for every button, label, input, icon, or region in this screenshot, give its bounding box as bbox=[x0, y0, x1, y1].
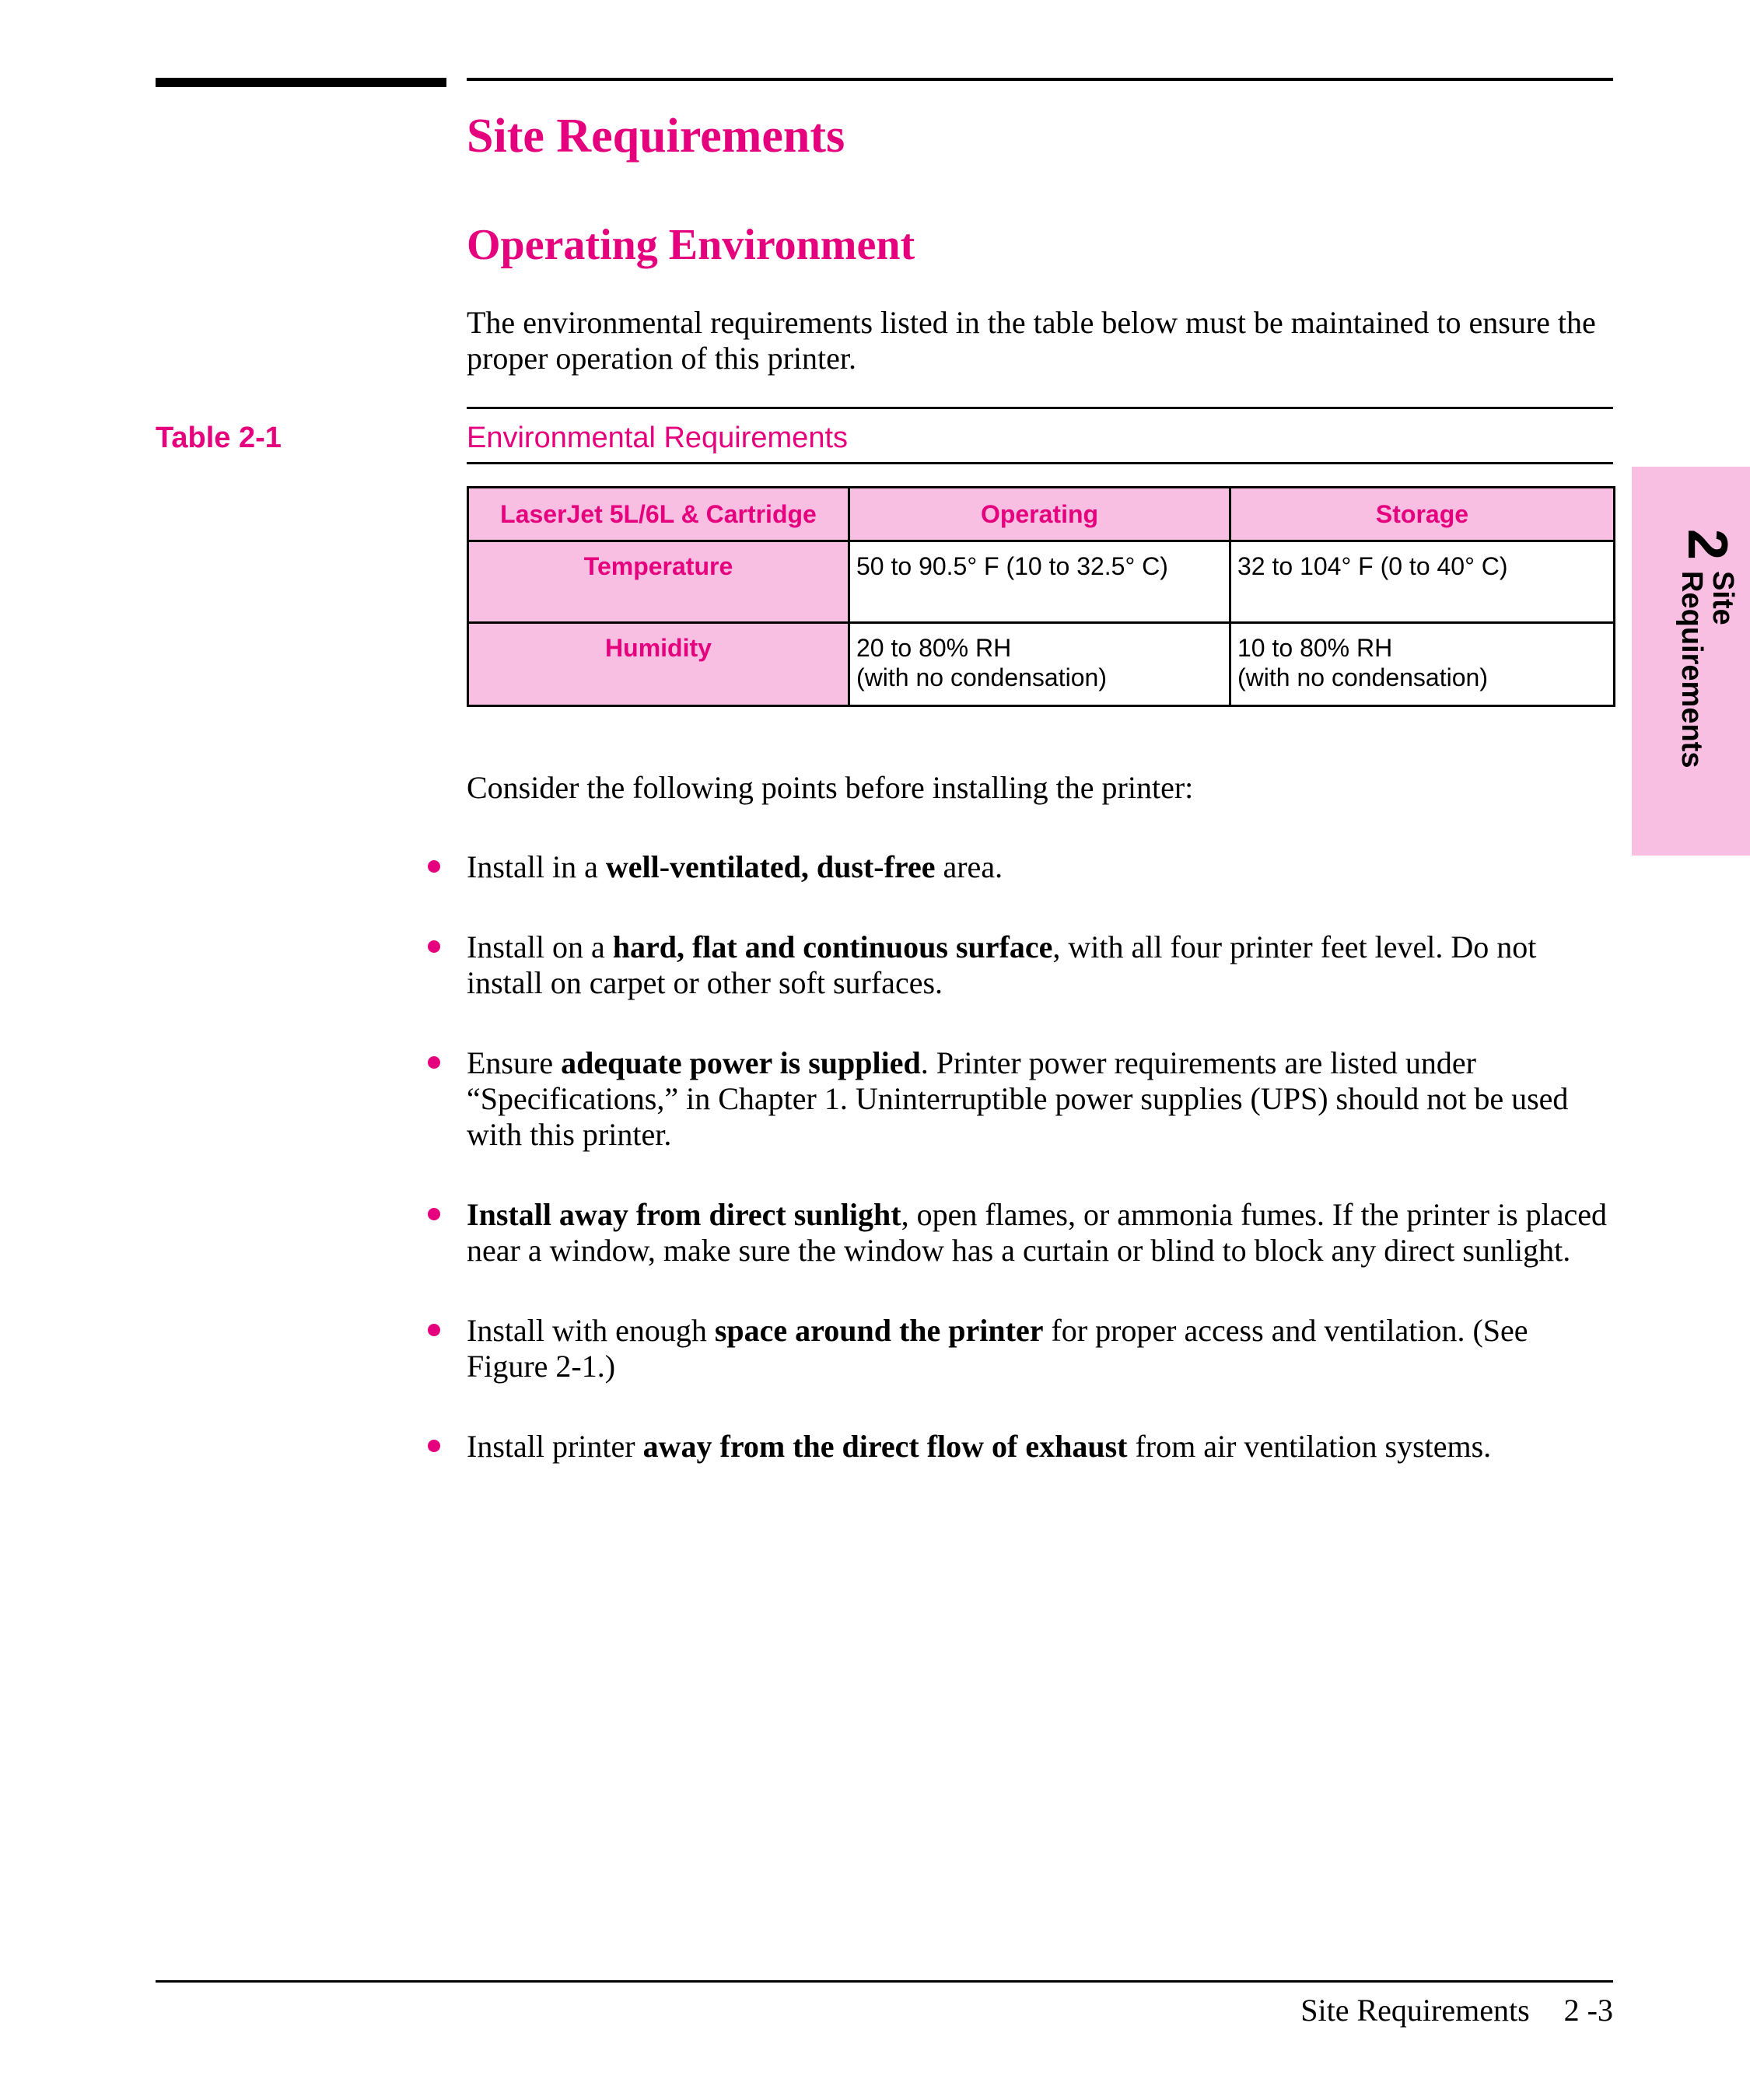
table-header-row bbox=[468, 488, 1615, 541]
footer-section: Site Requirements bbox=[1300, 1993, 1530, 2028]
bullet-icon bbox=[428, 1208, 440, 1220]
cell-temperature-storage: 32 to 104° F (0 to 40° C) bbox=[1230, 541, 1615, 623]
bullet-icon bbox=[428, 1440, 440, 1452]
bullet-icon bbox=[428, 940, 440, 953]
cell-humidity-storage: 10 to 80% RH (with no condensation) bbox=[1230, 623, 1615, 706]
table-number: Table 2-1 bbox=[156, 422, 282, 454]
table-caption-rule-bottom bbox=[467, 462, 1613, 464]
bullet-icon bbox=[428, 1056, 440, 1069]
page-footer bbox=[1300, 1993, 1613, 2028]
header-rule bbox=[467, 78, 1613, 81]
header-thick-rule bbox=[156, 78, 446, 87]
list-item: Install with enough space around the printer for proper access and ventilation. (See Figure 2-1.) bbox=[420, 1313, 1613, 1384]
page-number: 2 -3 bbox=[1563, 1993, 1613, 2028]
column-header-operating: Operating bbox=[849, 488, 1230, 541]
table-row bbox=[468, 541, 1615, 623]
table-caption-rule-top bbox=[467, 407, 1613, 409]
cell-temperature-operating: 50 to 90.5° F (10 to 32.5° C) bbox=[849, 541, 1230, 623]
column-header-storage: Storage bbox=[1230, 488, 1615, 541]
section-heading: Operating Environment bbox=[467, 221, 915, 269]
list-item: Install away from direct sunlight, open flames, or ammonia fumes. If the printer is placed near a window, make sure the window has a curtain or blind to block any direct sunlight. bbox=[420, 1197, 1613, 1269]
chapter-number: 2 bbox=[1676, 529, 1738, 561]
intro-paragraph: The environmental requirements listed in the table below must be maintained to ensure the proper operation of this printer. bbox=[467, 305, 1596, 376]
bullet-icon bbox=[428, 1324, 440, 1336]
bullet-icon bbox=[428, 860, 440, 873]
column-header-model: LaserJet 5L/6L & Cartridge bbox=[468, 488, 849, 541]
list-item: Ensure adequate power is supplied. Printer power requirements are listed under “Specifications,” in Chapter 1. Uninterruptible power supplies (UPS) should not be used with this printer. bbox=[420, 1045, 1613, 1153]
row-label-humidity: Humidity bbox=[468, 623, 849, 706]
chapter-name: Site Requirements bbox=[1675, 571, 1739, 768]
list-item: Install printer away from the direct flow of exhaust from air ventilation systems. bbox=[420, 1429, 1613, 1465]
table-row bbox=[468, 623, 1615, 706]
row-label-temperature: Temperature bbox=[468, 541, 849, 623]
cell-humidity-operating: 20 to 80% RH (with no condensation) bbox=[849, 623, 1230, 706]
installation-points-list bbox=[420, 849, 1613, 1465]
list-item: Install on a hard, flat and continuous surface, with all four printer feet level. Do not install on carpet or other soft surfaces. bbox=[420, 929, 1613, 1001]
page-title: Site Requirements bbox=[467, 110, 845, 163]
table-caption: Environmental Requirements bbox=[467, 422, 849, 454]
list-item: Install in a well-ventilated, dust-free area. bbox=[420, 849, 1613, 885]
consider-paragraph: Consider the following points before installing the printer: bbox=[467, 770, 1194, 805]
environmental-requirements-table bbox=[467, 486, 1615, 707]
chapter-tab-label bbox=[1676, 529, 1738, 768]
footer-rule bbox=[156, 1980, 1613, 1983]
